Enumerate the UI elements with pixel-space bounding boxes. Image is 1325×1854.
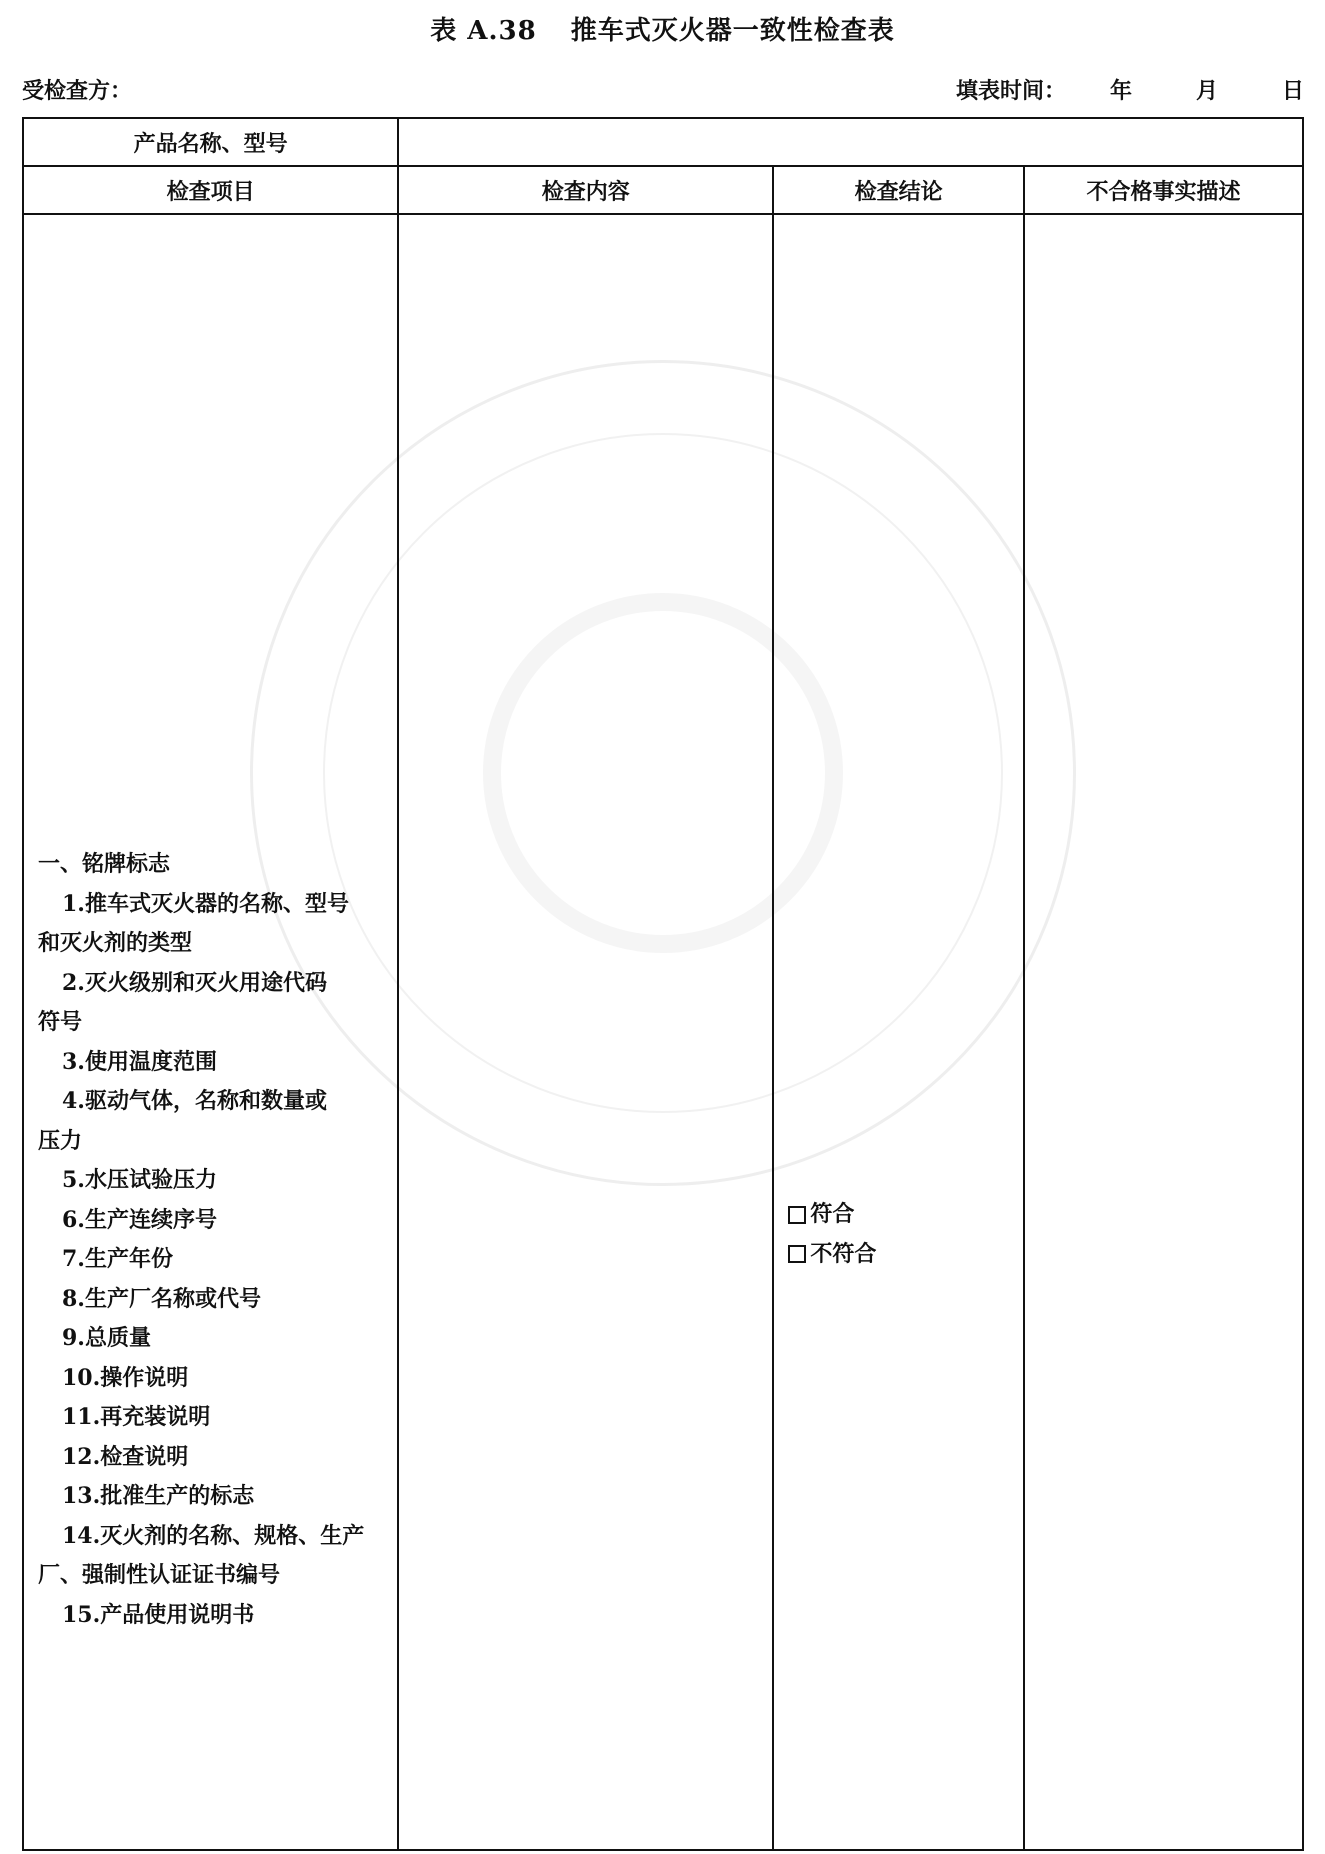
inspection-item-line: 压力 (38, 1127, 83, 1154)
inspection-content-cell[interactable] (398, 214, 773, 1850)
inspection-item-line: 13.批准生产的标志 (62, 1483, 255, 1509)
inspection-item-line: 1.推车式灭火器的名称、型号 (62, 890, 349, 917)
year-label: 年 (1109, 78, 1132, 104)
fill-time-label: 填表时间： (955, 78, 1066, 104)
inspection-item-line: 5.水压试验压力 (62, 1167, 217, 1193)
inspection-item-line: 6.生产连续序号 (62, 1206, 217, 1233)
product-row (23, 118, 1303, 166)
day-label: 日 (1281, 78, 1304, 104)
option-label: 不符合 (810, 1240, 877, 1267)
checkbox-icon[interactable] (788, 1245, 806, 1263)
option-label: 符合 (810, 1201, 855, 1227)
inspection-item-line: 10.操作说明 (62, 1364, 189, 1391)
checkbox-icon[interactable] (788, 1206, 806, 1224)
conclusion-options (788, 1195, 876, 1274)
column-header-conclusion: 检查结论 (773, 166, 1024, 214)
inspection-item-line: 8.生产厂名称或代号 (62, 1285, 261, 1312)
inspection-item-line: 3.使用温度范围 (62, 1048, 217, 1075)
inspection-items-cell (23, 214, 398, 1850)
product-name-field[interactable] (398, 118, 1303, 166)
inspection-item-line: 9.总质量 (62, 1325, 151, 1351)
conclusion-cell (773, 214, 1024, 1850)
inspection-item-line: 12.检查说明 (62, 1443, 189, 1470)
form-meta-row (22, 74, 1304, 110)
inspection-item-line: 和灭火剂的类型 (38, 930, 193, 956)
column-header-row (23, 166, 1303, 214)
option-conform[interactable] (788, 1195, 876, 1235)
table-code: 表 A.38 (430, 16, 537, 46)
column-header-content: 检查内容 (398, 166, 773, 214)
item-heading: 一、铭牌标志 (38, 851, 171, 877)
inspection-item-line: 15.产品使用说明书 (62, 1601, 255, 1628)
inspection-item-line: 符号 (38, 1009, 83, 1035)
fill-time (956, 74, 1304, 105)
table-title: 推车式灭火器一致性检查表 (570, 16, 895, 46)
inspection-item-line: 7.生产年份 (62, 1246, 173, 1272)
product-name-label: 产品名称、型号 (23, 118, 398, 166)
body-row (23, 214, 1303, 1850)
inspection-table (22, 117, 1304, 1851)
inspection-item-line: 厂、强制性认证证书编号 (38, 1562, 281, 1588)
column-header-nonconformity: 不合格事实描述 (1024, 166, 1303, 214)
month-label: 月 (1195, 78, 1218, 104)
document-title (0, 10, 1325, 47)
inspection-item-line: 4.驱动气体，名称和数量或 (62, 1088, 327, 1114)
inspection-item-list (38, 845, 387, 1635)
inspection-item-line: 2.灭火级别和灭火用途代码 (62, 969, 327, 996)
option-nonconform[interactable] (788, 1235, 876, 1275)
nonconformity-description-cell[interactable] (1024, 214, 1303, 1850)
inspection-item-line: 14.灭火剂的名称、规格、生产 (62, 1522, 365, 1549)
inspection-item-line: 11.再充装说明 (62, 1404, 211, 1430)
column-header-item: 检查项目 (23, 166, 398, 214)
inspected-party-label: 受检查方： (22, 78, 133, 104)
